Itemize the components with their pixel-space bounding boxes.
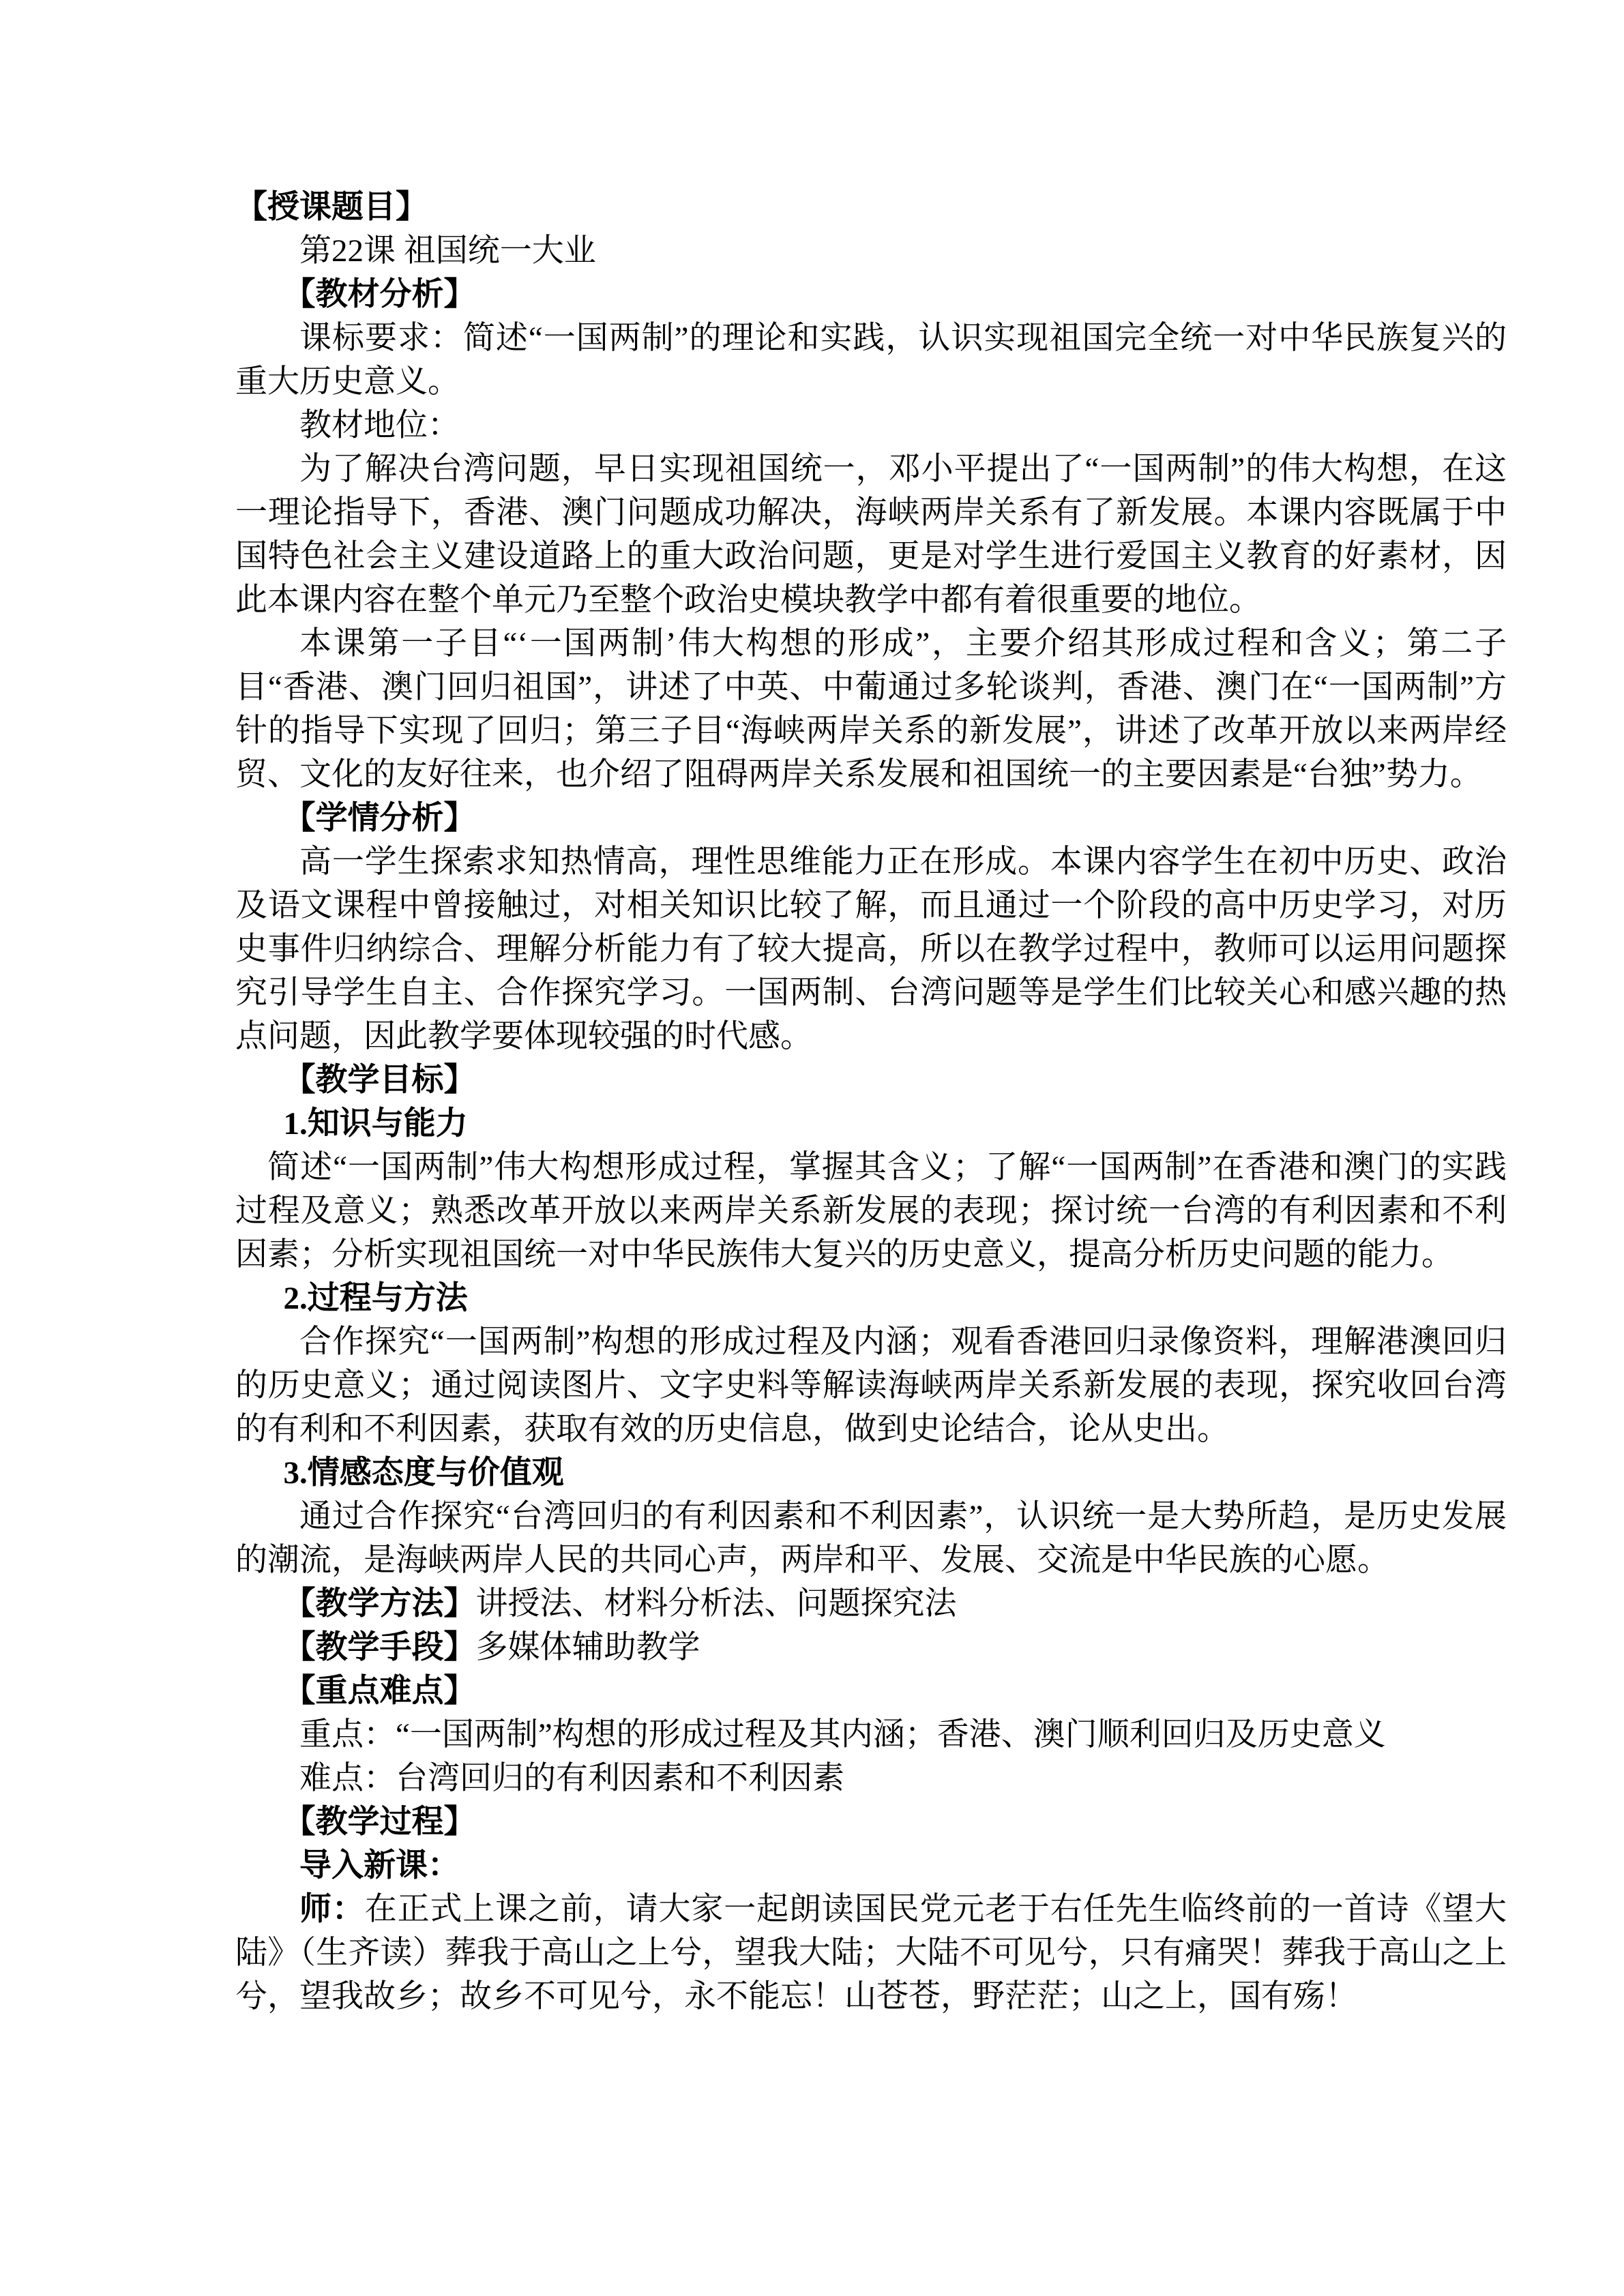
subheading-lesson-introduction: 导入新课： [299,1848,460,1883]
para-teacher-opening [235,1888,1507,2018]
heading-lecture-topic: 【授课题目】 [235,190,428,225]
teaching-method-content: 讲授法、材料分析法、问题探究法 [475,1586,957,1622]
heading-textbook-analysis: 【教材分析】 [283,277,476,312]
heading-teaching-process: 【教学过程】 [283,1804,476,1840]
teacher-speech: 在正式上课之前，请大家一起朗读国民党元老于右任先生临终前的一首诗《望大陆》（生齐读）葬我于高山之上兮，望我大陆；大陆不可见兮，只有痛哭！葬我于高山之上兮，望我故乡；故乡不可见兮，永不能忘！山苍苍，野茫茫；山之上，国有殇！ [235,1892,1507,2014]
para-difficult-points: 难点：台湾回归的有利因素和不利因素 [299,1761,844,1796]
lecture-topic-text: 第22课 祖国统一大业 [299,233,596,269]
teaching-aids-label: 【教学手段】 [283,1630,476,1665]
heading-learner-analysis: 【学情分析】 [283,801,476,836]
subheading-emotion-values: 3.情感态度与价值观 [283,1455,564,1491]
heading-teaching-objectives: 【教学目标】 [283,1062,476,1098]
heading-key-difficult-points: 【重点难点】 [283,1673,476,1709]
lesson-plan-document [235,185,1507,2018]
line-teaching-method [235,1582,1507,1626]
teaching-aids-content: 多媒体辅助教学 [475,1630,700,1665]
para-emotion-values: 通过合作探究“台湾回归的有利因素和不利因素”，认识统一是大势所趋，是历史发展的潮流，是海峡两岸人民的共同心声，两岸和平、发展、交流是中华民族的心愿。 [235,1499,1507,1578]
para-process-method: 合作探究“一国两制”构想的形成过程及内涵；观看香港回归录像资料，理解港澳回归的历史意义；通过阅读图片、文字史料等解读海峡两岸关系新发展的表现，探究收回台湾的有利和不利因素，获取有效的历史信息，做到史论结合，论从史出。 [235,1324,1507,1447]
subheading-knowledge-ability: 1.知识与能力 [283,1106,468,1142]
teaching-method-label: 【教学方法】 [283,1586,476,1622]
para-textbook-status: 为了解决台湾问题，早日实现祖国统一，邓小平提出了“一国两制”的伟大构想，在这一理论指导下，香港、澳门问题成功解决，海峡两岸关系有了新发展。本课内容既属于中国特色社会主义建设道路上的重大政治问题，更是对学生进行爱国主义教育的好素材，因此本课内容在整个单元乃至整个政治史模块教学中都有着很重要的地位。 [235,451,1507,618]
para-learner-analysis: 高一学生探索求知热情高，理性思维能力正在形成。本课内容学生在初中历史、政治及语文课程中曾接触过，对相关知识比较了解，而且通过一个阶段的高中历史学习，对历史事件归纳综合、理解分析能力有了较大提高，所以在教学过程中，教师可以运用问题探究引导学生自主、合作探究学习。一国两制、台湾问题等是学生们比较关心和感兴趣的热点问题，因此教学要体现较强的时代感。 [235,844,1507,1054]
para-key-points: 重点：“一国两制”构想的形成过程及其内涵；香港、澳门顺利回归及历史意义 [299,1717,1386,1753]
para-textbook-subsections: 本课第一子目“‘一国两制’伟大构想的形成”，主要介绍其形成过程和含义；第二子目“香港、澳门回归祖国”，讲述了中英、中葡通过多轮谈判，香港、澳门在“一国两制”方针的指导下实现了回归；第三子目“海峡两岸关系的新发展”，讲述了改革开放以来两岸经贸、文化的友好往来，也介绍了阻碍两岸关系发展和祖国统一的主要因素是“台独”势力。 [235,626,1507,792]
para-textbook-status-label: 教材地位： [299,408,460,443]
para-knowledge-ability: 简述“一国两制”伟大构想形成过程，掌握其含义；了解“一国两制”在香港和澳门的实践过程及意义；熟悉改革开放以来两岸关系新发展的表现；探讨统一台湾的有利因素和不利因素；分析实现祖国统一对中华民族伟大复兴的历史意义，提高分析历史问题的能力。 [235,1150,1507,1272]
teacher-label: 师： [299,1892,365,1927]
para-curriculum-requirements: 课标要求：简述“一国两制”的理论和实践，认识实现祖国完全统一对中华民族复兴的重大历史意义。 [235,320,1507,400]
line-teaching-aids [235,1626,1507,1669]
subheading-process-method: 2.过程与方法 [283,1281,468,1316]
